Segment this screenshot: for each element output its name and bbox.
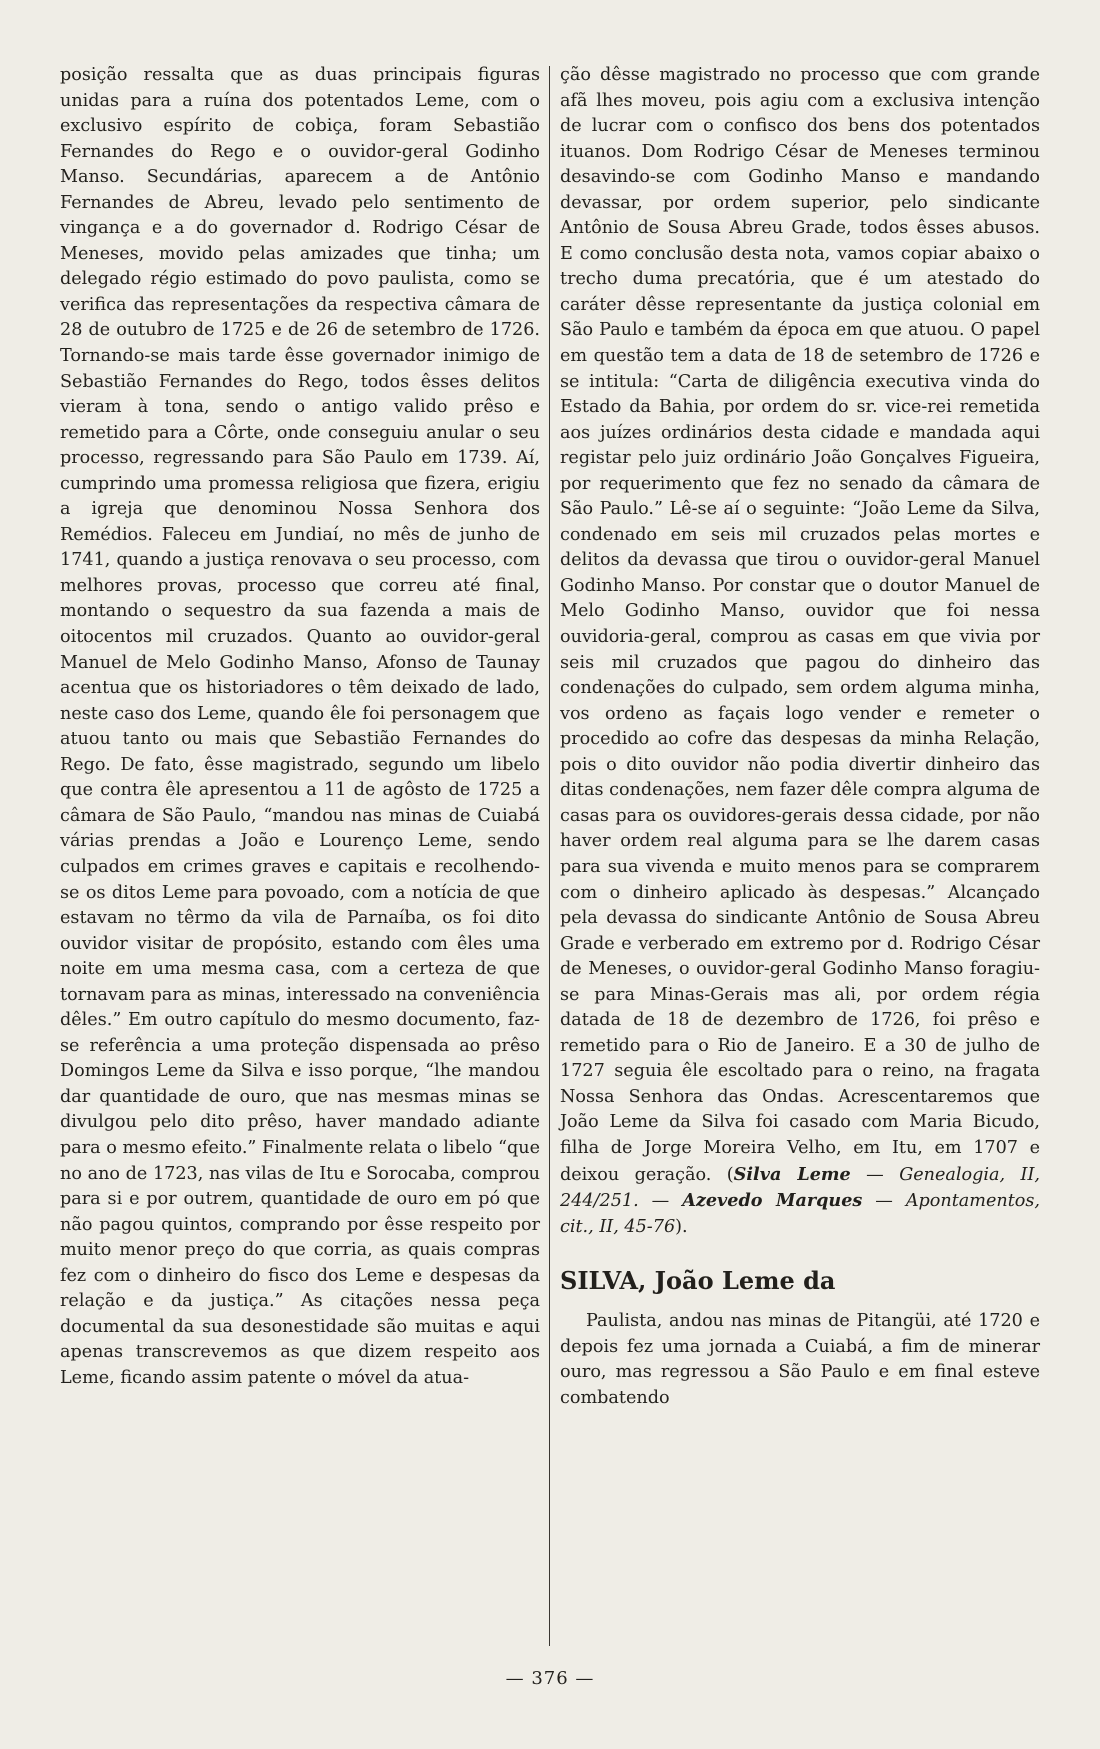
- reference-close: ).: [675, 1216, 688, 1237]
- left-column: [60, 63, 540, 1653]
- reference-author-2: Azevedo Marques: [682, 1190, 863, 1212]
- column-divider: [549, 66, 550, 1646]
- right-column: [560, 63, 1040, 1411]
- page-number: — 376 —: [505, 1668, 595, 1689]
- entry-text: Paulista, andou nas minas de Pitangüi, até 1720 e depois fez uma jornada a Cuiabá, a fim de minerar ouro, mas regressou a São Paulo e em final esteve combatendo: [560, 1311, 1040, 1408]
- reference-dash-3: —: [862, 1191, 906, 1212]
- right-column-text: ção dêsse magistrado no processo que com grande afã lhes moveu, pois agiu com a exclusiva intenção de lucrar com o confisco dos bens dos potentados ituanos. Dom Rodrigo César de Meneses terminou desavindo-se com Godinho Manso e mandando devassar, por ordem superior, pelo sindicante Antônio de Sousa Abreu Grade, todos êsses abusos. E como conclusão desta nota, vamos copiar abaixo o trecho duma precatória, que é um atestado do caráter dêsse representante da justiça colonial em São Paulo e também da época em que atuou. O papel em questão tem a data de 18 de setembro de 1726 e se intitula: “Carta de diligência executiva vinda do Estado da Bahia, por ordem do sr. vice-rei remetida aos juízes ordinários desta cidade e mandada aqui registar pelo juiz ordinário João Gonçalves Figueira, por requerimento que fez no senado da câmara de São Paulo.” Lê-se aí o seguinte: “João Leme da Silva, condenado em seis mil cruzados pelas mortes e delitos da devassa que tirou o ouvidor-geral Manuel Godinho Manso. Por constar que o doutor Manuel de Melo Godinho Manso, ouvidor que foi nessa ouvidoria-geral, comprou as casas em que vivia por seis mil cruzados que pagou do dinheiro das condenações do culpado, sem ordem alguma minha, vos ordeno as façais logo vender e remeter o procedido ao cofre das despesas da minha Relação, pois o dito ouvidor não podia divertir dinheiro das ditas condenações, nem fazer dêle compra alguma de casas para os ouvidores-gerais dessa cidade, por não haver ordem real alguma para se lhe darem casas para sua vivenda e muito menos para se comprarem com o dinheiro aplicado às despesas.” Alcançado pela devassa do sindicante Antônio de Sousa Abreu Grade e verberado em extremo por d. Rodrigo César de Meneses, o ouvidor-geral Godinho Manso foragiu-se para Minas-Gerais mas ali, por ordem régia datada de 18 de dezembro de 1726, foi prêso e remetido para o Rio de Janeiro. E a 30 de julho de 1727 seguia êle escoltado para o reino, na fragata Nossa Senhora das Ondas. Acrescentaremos que João Leme da Silva foi casado com Maria Bicudo, filha de Jorge Moreira Velho, em Itu, em 1707 e deixou geração. (: [560, 65, 1040, 1185]
- reference-work-2: Apontamentos, cit., II, 45-76: [560, 1191, 1041, 1237]
- reference-dash-2: —: [638, 1191, 683, 1212]
- reference-author-1: Silva Leme: [733, 1163, 851, 1185]
- left-column-text: posição ressalta que as duas principais figuras unidas para a ruína dos potentados Leme, com o exclusivo espírito de cobiça, foram Sebastião Fernandes do Rego e o ouvidor-geral Godinho Manso. Secundárias, aparecem a de Antônio Fernandes de Abreu, levado pelo sentimento de vingança e a do governador d. Rodrigo César de Meneses, movido pelas amizades que tinha; um delegado régio estimado do povo paulista, como se verifica das representações da respectiva câmara de 28 de outubro de 1725 e de 26 de setembro de 1726. Tornando-se mais tarde êsse governador inimigo de Sebastião Fernandes do Rego, todos êsses delitos vieram à tona, sendo o antigo valido prêso e remetido para a Côrte, onde conseguiu anular o seu processo, regressando para São Paulo em 1739. Aí, cumprindo uma promessa religiosa que fizera, erigiu a igreja que denominou Nossa Senhora dos Remédios. Faleceu em Jundiaí, no mês de junho de 1741, quando a justiça renovava o seu processo, com melhores provas, processo que correu até final, montando o sequestro da sua fazenda a mais de oitocentos mil cruzados. Quanto ao ouvidor-geral Manuel de Melo Godinho Manso, Afonso de Taunay acentua que os historiadores o têm deixado de lado, neste caso dos Leme, quando êle foi personagem que atuou tanto ou mais que Sebastião Fernandes do Rego. De fato, êsse magistrado, segundo um libelo que contra êle apresentou a 11 de agôsto de 1725 a câmara de São Paulo, “mandou nas minas de Cuiabá várias prendas a João e Lourenço Leme, sendo culpados em crimes graves e capitais e recolhendo-se os ditos Leme para povoado, com a notícia de que estavam no têrmo da vila de Parnaíba, os foi dito ouvidor visitar de propósito, estando com êles uma noite em uma mesma casa, com a certeza de que tornavam para as minas, interessado na conveniência dêles.” Em outro capítulo do mesmo documento, faz-se referência a uma proteção dispensada ao prêso Domingos Leme da Silva e isso porque, “lhe mandou dar quantidade de ouro, que nas mesmas minas se divulgou pelo dito prêso, haver mandado adiante para o mesmo efeito.” Finalmente relata o libelo “que no ano de 1723, nas vilas de Itu e Sorocaba, comprou para si e por outrem, quantidade de ouro em pó que não pagou quintos, comprando por êsse respeito por muito menor preço do que corria, as quais compras fez com o dinheiro do fisco dos Leme e despesas da relação e da justiça.” As citações nessa peça documental da sua desonestidade são muitas e aqui apenas transcrevemos as que dizem respeito aos Leme, ficando assim patente o móvel da atua-: [60, 65, 540, 1388]
- reference-work-1: Genealogia, II, 244/251.: [560, 1164, 1040, 1212]
- entry-heading: SILVA, João Leme da: [560, 1266, 836, 1296]
- reference-dash-1: —: [850, 1164, 900, 1185]
- right-column-paragraph: [560, 63, 1040, 1240]
